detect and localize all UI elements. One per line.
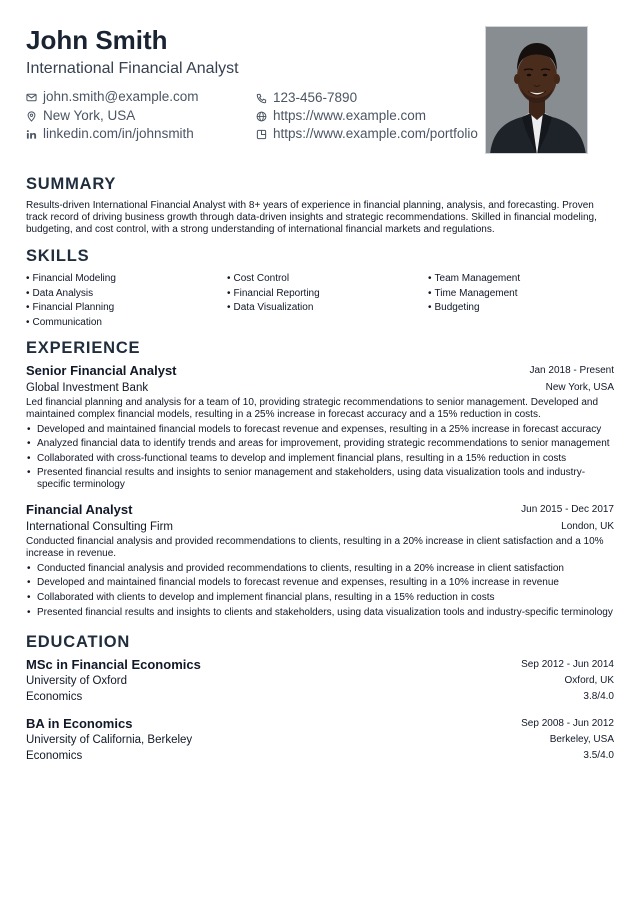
skill-item: • Financial Modeling	[26, 273, 227, 285]
education-heading: EDUCATION	[26, 633, 131, 651]
mail-icon	[26, 92, 37, 103]
contact-website[interactable]	[256, 107, 426, 125]
job-bullets	[26, 563, 614, 619]
location-text: New York, USA	[43, 108, 136, 123]
job-description: Conducted financial analysis and provided recommendations to clients, resulting in a 20% increase in client satisfaction and a 10% increase in revenue.	[26, 536, 604, 560]
job-bullet: • Developed and maintained financial models to forecast revenue and expenses, resulting in a 25% increase in forecast accuracy	[26, 424, 614, 436]
school-name: University of California, Berkeley	[26, 734, 193, 746]
contact-location	[26, 107, 135, 125]
linkedin-text: linkedin.com/in/johnsmith	[43, 126, 194, 141]
job-entry	[26, 502, 614, 618]
contact-linkedin[interactable]	[26, 125, 194, 143]
degree-title: BA in Economics	[26, 716, 133, 731]
school-location: Berkeley, USA	[549, 734, 614, 745]
job-dates: Jan 2018 - Present	[529, 365, 614, 376]
profile-photo-image	[486, 27, 588, 154]
skill-item: • Data Analysis	[26, 288, 227, 300]
field-of-study: Economics	[26, 691, 83, 703]
resume-header	[26, 24, 614, 172]
education-entry	[26, 716, 614, 764]
skill-item: • Time Management	[428, 288, 614, 300]
degree-title: MSc in Financial Economics	[26, 657, 201, 672]
education-section	[26, 632, 614, 764]
job-bullet: • Developed and maintained financial models to forecast revenue and expenses, resulting in a 10% increase in revenue	[26, 577, 614, 589]
job-bullet: • Presented financial results and insights to senior management and stakeholders, using data visualization tools and industry-specific terminology	[26, 467, 614, 491]
contact-portfolio[interactable]	[256, 125, 478, 143]
experience-heading: EXPERIENCE	[26, 339, 141, 357]
job-company: International Consulting Firm	[26, 521, 174, 534]
education-dates: Sep 2008 - Jun 2012	[521, 718, 614, 729]
skill-item: • Cost Control	[227, 273, 428, 285]
school-name: University of Oxford	[26, 675, 127, 687]
job-bullet: • Collaborated with cross-functional teams to develop and implement financial plans, resulting in a 15% reduction in costs	[26, 453, 614, 465]
candidate-name: John Smith	[26, 25, 168, 55]
resume-page	[26, 24, 614, 762]
gpa: 3.5/4.0	[583, 750, 614, 761]
job-company: Global Investment Bank	[26, 382, 149, 394]
skill-item: • Budgeting	[428, 302, 614, 314]
job-bullet: • Conducted financial analysis and provided recommendations to clients, resulting in a 20% increase in client satisfaction	[26, 563, 614, 575]
contact-email[interactable]	[26, 88, 199, 106]
map-pin-icon	[26, 111, 37, 122]
portfolio-icon	[256, 129, 267, 140]
globe-icon	[256, 111, 267, 122]
summary-heading: SUMMARY	[26, 175, 117, 193]
skill-item: • Financial Planning	[26, 302, 227, 314]
summary-section	[26, 174, 614, 236]
skills-heading: SKILLS	[26, 247, 90, 265]
job-bullets	[26, 424, 614, 492]
skill-item: • Team Management	[428, 273, 614, 285]
job-location: London, UK	[561, 521, 614, 533]
school-location: Oxford, UK	[564, 675, 614, 686]
job-dates: Jun 2015 - Dec 2017	[521, 504, 614, 516]
education-entry	[26, 657, 614, 705]
candidate-role: International Financial Analyst	[26, 60, 239, 77]
job-location: New York, USA	[545, 382, 614, 393]
phone-icon	[256, 93, 267, 104]
skill-item: • Communication	[26, 317, 227, 329]
education-dates: Sep 2012 - Jun 2014	[521, 659, 614, 670]
field-of-study: Economics	[26, 750, 83, 762]
phone-text: 123-456-7890	[273, 90, 358, 105]
skill-item: • Data Visualization	[227, 302, 428, 314]
contact-phone[interactable]	[256, 89, 357, 107]
skill-item: • Financial Reporting	[227, 288, 428, 300]
job-entry	[26, 363, 614, 491]
gpa: 3.8/4.0	[583, 691, 614, 702]
profile-photo	[485, 26, 588, 154]
linkedin-icon	[26, 129, 37, 140]
website-text: https://www.example.com	[273, 108, 427, 123]
skills-section	[26, 246, 614, 329]
experience-section	[26, 338, 614, 621]
job-title: Financial Analyst	[26, 502, 133, 518]
job-bullet: • Presented financial results and insights to clients and stakeholders, using data visualization tools and industry-specific terminology	[26, 607, 614, 619]
job-title: Senior Financial Analyst	[26, 363, 177, 378]
job-bullet: • Collaborated with clients to develop and implement financial plans, resulting in a 15% reduction in costs	[26, 592, 614, 604]
job-description: Led financial planning and analysis for a team of 10, providing strategic recommendations to senior management. Developed and maintained complex financial models, resulting in a 25% increase in forecast accuracy and a 15% reduction in costs.	[26, 397, 599, 420]
email-text: john.smith@example.com	[43, 89, 199, 104]
portfolio-text: https://www.example.com/portfolio	[273, 126, 478, 141]
summary-text: Results-driven International Financial Analyst with 8+ years of experience in financial planning, analysis, and forecasting. Proven track record of driving business growth through data-driven insights and strategic recommendations. Skilled in financial modeling, budgeting, and cost control, with a strong understanding of international financial markets and regulations.	[26, 200, 597, 235]
skills-list	[26, 273, 614, 329]
job-bullet: • Analyzed financial data to identify trends and areas for improvement, providing strategic recommendations to senior management	[26, 438, 614, 450]
